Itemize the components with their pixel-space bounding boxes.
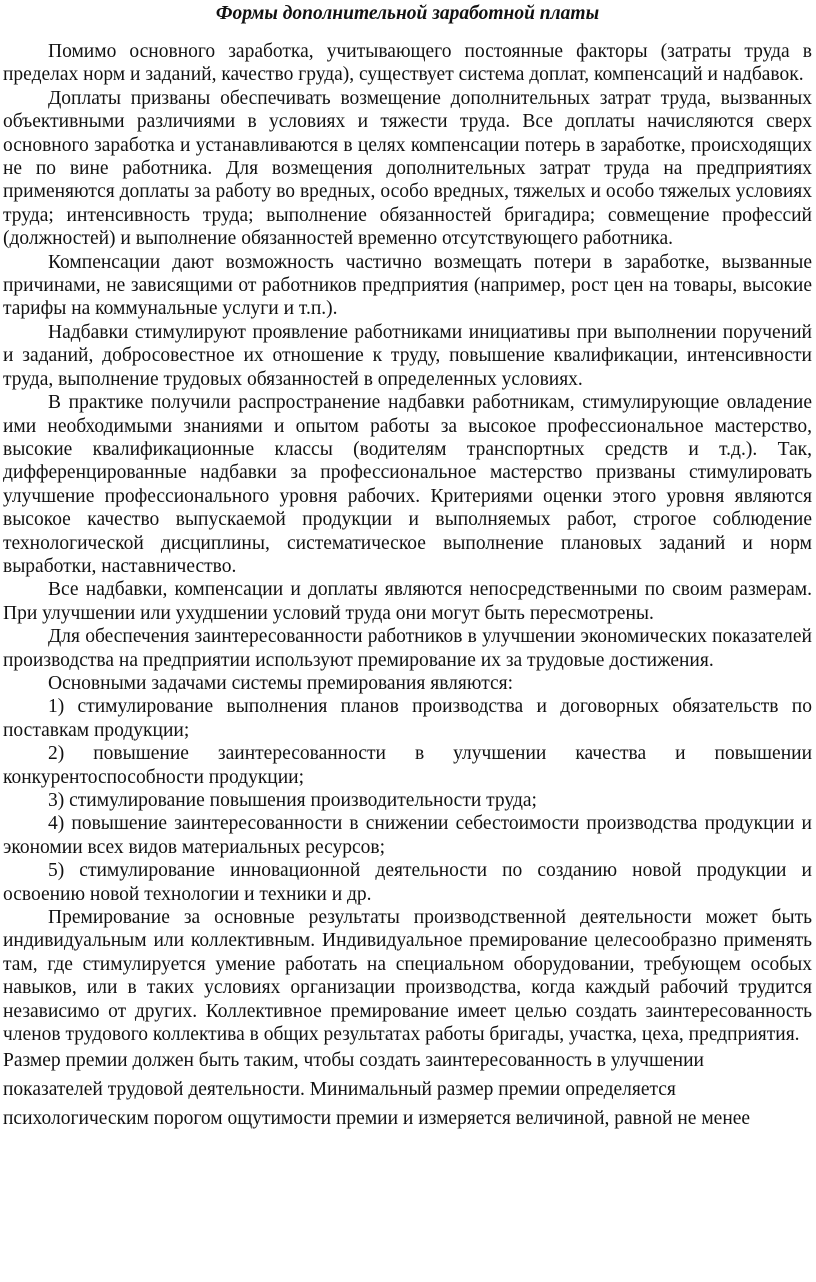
text-line: психологическим порогом ощутимости премии и измеряется величиной, равной не менее [3, 1108, 751, 1130]
list-item: 4) повышение заинтересованности в снижении себестоимости производства продукции и экономии всех видов материальных ресурсов; [3, 813, 812, 858]
paragraph-premium-types: Премирование за основные результаты производственной деятельности может быть индивидуальным или коллективным. Индивидуальное премирование целесообразно применять там, где стимулируется умение работать на специальном оборудовании, требующем особых навыков, или в таких условиях организации производства, когда каждый рабочий трудится независимо от других. Коллективное премирование имеет целью создать заинтересованность членов трудового коллектива в общих результатах работы бригады, участка, цеха, предприятия. [3, 907, 812, 1046]
paragraph-bonuses: Надбавки стимулируют проявление работниками инициативы при выполнении поручений и заданий, добросовестное их отношение к труду, повышение квалификации, интенсивности труда, выполнение трудовых обязанностей в определенных условиях. [3, 321, 812, 390]
paragraph-surcharges: Доплаты призваны обеспечивать возмещение дополнительных затрат труда, вызванных объективными различиями в условиях и тяжести труда. Все доплаты начисляются сверх основного заработка и устанавливаются в целях компенсации потерь в заработке, происходящих не по вине работника. Для возмещения дополнительных затрат труда на предприятиях применяются доплаты за работу во вредных, особо вредных, тяжелых и особо тяжелых условиях труда; интенсивность труда; выполнение обязанностей бригадира; совмещение профессий (должностей) и выполнение обязанностей временно отсутствующего работника. [3, 87, 812, 250]
paragraph-premiums: Для обеспечения заинтересованности работников в улучшении экономических показателей производства на предприятии используют премирование их за трудовые достижения. [3, 626, 812, 671]
paragraph-intro: Помимо основного заработка, учитывающего постоянные факторы (затраты труда в пределах норм и заданий, качество груда), существует система доплат, компенсаций и надбавок. [3, 41, 812, 86]
list-item: 5) стимулирование инновационной деятельности по созданию новой продукции и освоению новой технологии и техники и др. [3, 860, 812, 905]
paragraph-bonus-practice: В практике получили распространение надбавки работникам, стимулирующие овладение ими необходимыми знаниями и опытом работы за высокое профессиональное мастерство, высокие квалификационные классы (водителям транспортных средств и т.д.). Так, дифференцированные надбавки за профессиональное мастерство призваны стимулировать улучшение профессионального уровня рабочих. Критериями оценки этого уровня являются высокое качество выпускаемой продукции и выполняемых работ, строгое соблюдение технологической дисциплины, систематическое выполнение плановых заданий и норм выработки, наставничество. [3, 392, 812, 577]
paragraph-premium-amount [3, 1046, 812, 1133]
list-item: 2) повышение заинтересованности в улучшении качества и повышении конкурентоспособности продукции; [3, 743, 812, 788]
paragraph-compensations: Компенсации дают возможность частично возмещать потери в заработке, вызванные причинами, не зависящими от работников предприятия (например, рост цен на товары, высокие тарифы на коммунальные услуги и т.п.). [3, 251, 812, 320]
text-line: показателей трудовой деятельности. Минимальный размер премии определяется [3, 1079, 676, 1101]
list-item: 1) стимулирование выполнения планов производства и договорных обязательств по поставкам продукции; [3, 696, 812, 741]
list-item: 3) стимулирование повышения производительности труда; [48, 790, 537, 811]
paragraph-tasks-heading: Основными задачами системы премирования являются: [48, 672, 513, 694]
document-title: Формы дополнительной заработной платы [215, 3, 600, 24]
paragraph-bonus-size: Все надбавки, компенсации и доплаты являются непосредственными по своим размерам. При улучшении или ухудшении условий труда они могут быть пересмотрены. [3, 579, 812, 624]
text-line: Размер премии должен быть таким, чтобы создать заинтересованность в улучшении [3, 1050, 704, 1072]
